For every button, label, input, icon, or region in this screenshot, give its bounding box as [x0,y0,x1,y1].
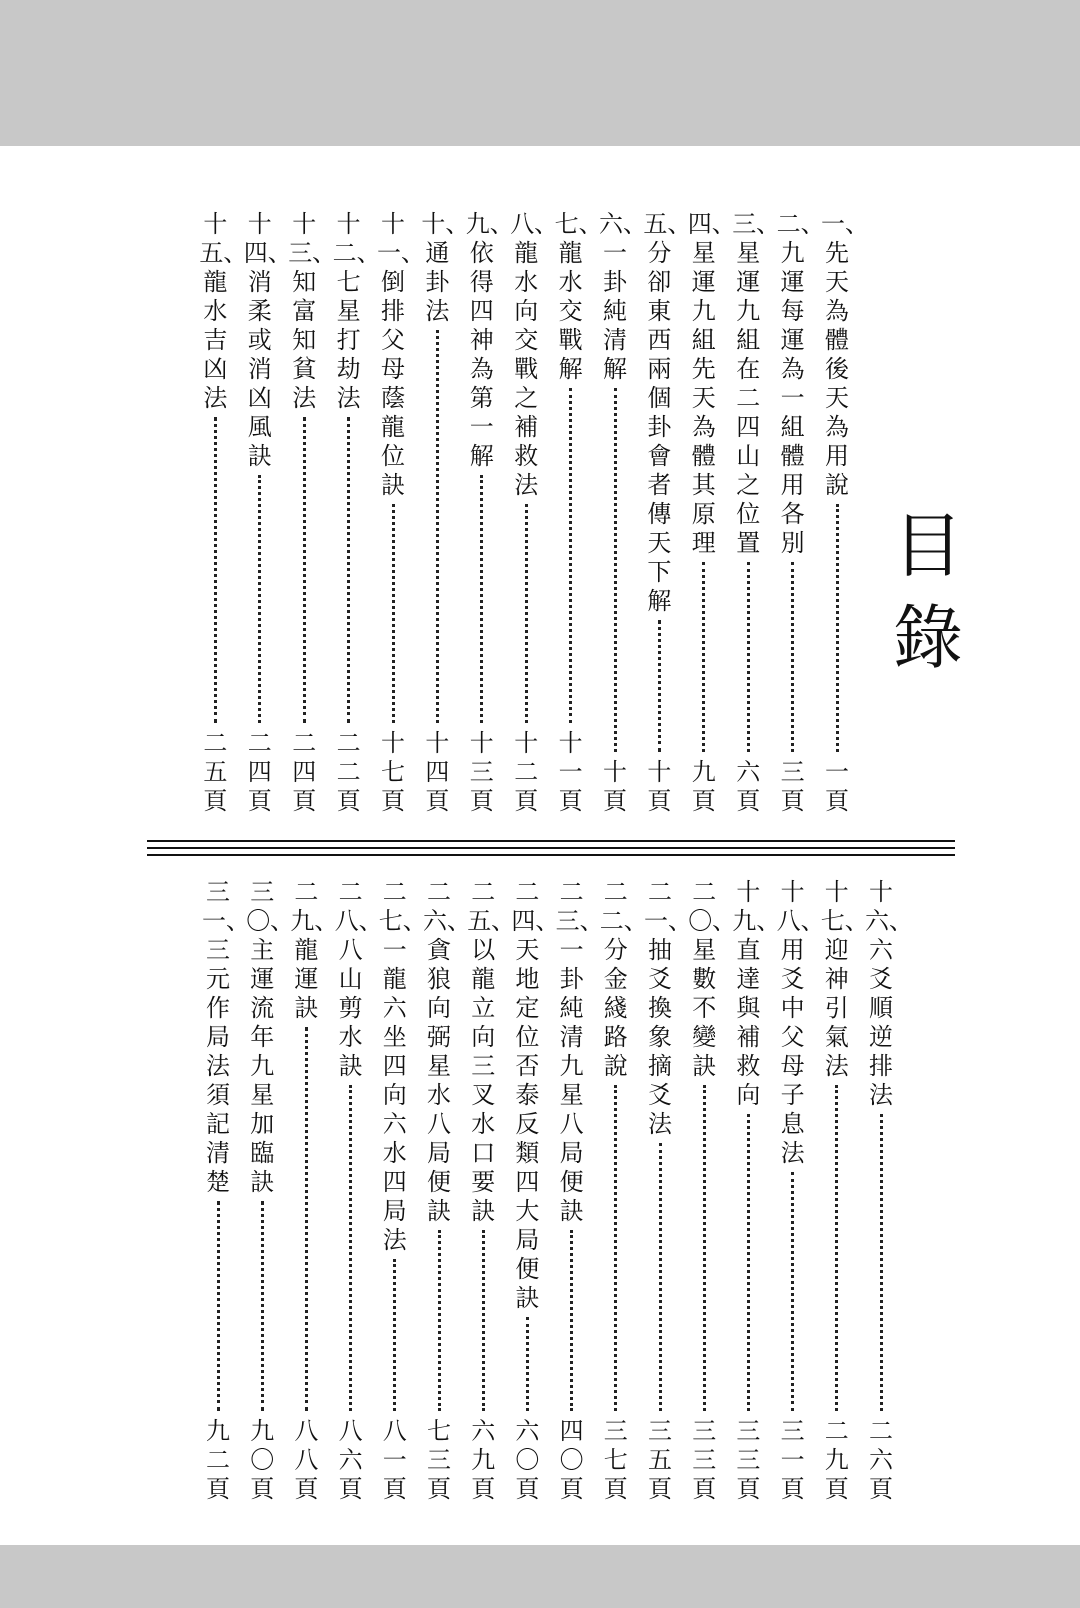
page-title-text: 目錄 [893,505,963,679]
toc-entry-page: 十頁 [647,758,672,815]
toc-entry [640,210,692,816]
toc-entry [862,878,913,1504]
toc-entry-title: 十二、七星打劫法 [332,210,381,412]
dot-leader [791,1172,794,1411]
toc-entry-title: 十、通卦法 [421,210,470,325]
toc-entry [196,210,248,816]
toc-entry-page: 十四頁 [425,729,450,815]
toc-entry-page: 八一頁 [382,1417,407,1503]
toc-entry-page: 二二頁 [336,729,361,815]
toc-entry-page: 十一頁 [558,729,583,815]
section-divider-line [147,847,955,849]
dot-leader [480,475,483,723]
toc-entry [729,210,781,816]
dot-leader [659,1143,662,1411]
dot-leader [436,330,439,723]
toc-entry-title: 十六、六爻順逆排法 [865,878,913,1109]
toc-entry-page: 一頁 [825,758,849,815]
toc-entry [285,210,337,816]
dot-leader [349,1085,352,1411]
page-title [893,500,983,684]
dot-leader [438,1230,441,1411]
toc-entry [596,210,647,816]
toc-entry-page: 八六頁 [338,1417,363,1503]
toc-entry-page: 七三頁 [427,1417,451,1503]
toc-entry [287,878,339,1504]
toc-entry [685,878,737,1504]
dot-leader [305,1027,308,1411]
toc-entry-page: 四〇頁 [559,1417,584,1503]
dot-leader [303,417,306,723]
dot-leader [880,1114,883,1411]
toc-entry-page: 二四頁 [247,729,272,815]
toc-entry-title: 三〇、主運流年九星加臨訣 [246,878,295,1196]
toc-entry [597,878,648,1504]
toc-entry-page: 九頁 [691,758,716,815]
toc-entry-page: 二四頁 [292,729,317,815]
toc-entry-title: 二一、抽爻換象摘爻法 [644,878,692,1138]
toc-entry-title: 六、一卦純清解 [599,210,647,383]
toc-entry-title: 八、龍水向交戰之補救法 [510,210,559,499]
toc-entry [418,210,470,816]
toc-entry-page: 九〇頁 [250,1417,275,1503]
toc-entry-page: 二六頁 [869,1417,893,1503]
toc-entry-title: 三一、三元作局法須記清楚 [202,878,250,1196]
toc-entry-title: 二六、貪狼向弼星水八局便訣 [423,878,471,1225]
dot-leader [835,1085,838,1411]
toc-entry-page: 三頁 [780,758,805,815]
toc-entry [199,878,250,1504]
toc-entry-page: 六頁 [736,758,761,815]
toc-entry [774,878,825,1504]
dot-leader [261,1201,264,1411]
toc-entry-title: 二五、以龍立向三叉水口要訣 [467,878,516,1225]
dot-leader [569,388,572,723]
toc-entry-title: 一、先天為體後天為用說 [821,210,869,499]
toc-entry [243,878,295,1504]
toc-entry [332,878,383,1504]
toc-entry-title: 二四、天地定位否泰反類四大局便訣 [511,878,560,1312]
toc-entry [374,210,425,816]
toc-entry-page: 三七頁 [603,1417,628,1503]
toc-entry-page: 二九頁 [824,1417,849,1503]
toc-entry [553,878,604,1504]
section-divider-line [147,840,955,842]
toc-entry [641,878,692,1504]
toc-entry-page: 九二頁 [206,1417,230,1503]
toc-entry-page: 三三頁 [736,1417,761,1503]
dot-leader [658,620,661,752]
toc-entry-title: 五、分卻東西兩個卦會者傳天下解 [643,210,692,615]
toc-entry [818,878,869,1504]
top-gray-band [0,0,1080,146]
dot-leader [747,562,750,752]
toc-entry-page: 二五頁 [203,729,228,815]
toc-entry-page: 十七頁 [381,729,405,815]
dot-leader [214,417,217,723]
toc-entry-title: 十七、迎神引氣法 [820,878,869,1080]
dot-leader [570,1230,573,1411]
bottom-gray-band [0,1545,1080,1608]
toc-entry [420,878,471,1504]
toc-entry [685,210,736,816]
toc-entry-page: 十三頁 [469,729,494,815]
toc-entry-page: 八八頁 [294,1417,319,1503]
toc-entry-title: 九、依得四神為第一解 [465,210,514,470]
dot-leader [614,388,617,752]
dot-leader [747,1114,750,1411]
toc-entry-title: 二二、分金綫路說 [599,878,648,1080]
toc-entry [463,210,514,816]
toc-entry-title: 三、星運九組在二四山之位置 [732,210,781,557]
toc-entry-title: 二八、八山剪水訣 [334,878,383,1080]
toc-entry-title: 二、九運每運為一組體用各別 [776,210,825,557]
toc-entry [552,210,603,816]
dot-leader [703,1085,706,1411]
dot-leader [217,1201,220,1411]
dot-leader [526,1317,529,1411]
toc-entry [241,210,292,816]
dot-leader [791,562,794,752]
toc-entry-title: 十九、直達與補救向 [732,878,781,1109]
toc-entry [774,210,825,816]
section-divider-line [147,854,955,856]
dot-leader [702,562,705,752]
toc-entry-title: 十三、知富知貧法 [288,210,337,412]
dot-leader [525,504,528,723]
toc-entry-title: 四、星運九組先天為體其原理 [687,210,736,557]
toc-entry-title: 二九、龍運訣 [290,878,339,1022]
toc-entry [464,878,516,1504]
toc-entry-title: 十四、消柔或消凶風訣 [243,210,292,470]
book-page [0,146,1080,1545]
toc-entry-page: 三三頁 [692,1417,717,1503]
toc-entry [330,210,381,816]
toc-entry-page: 六〇頁 [515,1417,540,1503]
dot-leader [482,1230,485,1411]
dot-leader [614,1085,617,1411]
toc-entry-title: 十八、用爻中父母子息法 [776,878,825,1167]
toc-entry-page: 十二頁 [514,729,539,815]
toc-entry-title: 七、龍水交戰解 [554,210,603,383]
dot-leader [392,504,395,723]
dot-leader [836,504,839,752]
dot-leader [258,475,261,723]
dot-leader [393,1259,396,1411]
toc-entry-title: 二三、一卦純清九星八局便訣 [555,878,604,1225]
toc-entry [508,878,560,1504]
toc-entry-page: 三五頁 [648,1417,672,1503]
toc-entry [376,878,427,1504]
toc-entry-title: 二〇、星數不變訣 [688,878,737,1080]
toc-entry-title: 十一、倒排父母蔭龍位訣 [377,210,425,499]
toc-entry-page: 三一頁 [780,1417,805,1503]
toc-entry [818,210,869,816]
dot-leader [347,417,350,723]
toc-entry [507,210,559,816]
toc-entry-page: 六九頁 [471,1417,496,1503]
toc-entry-title: 二七、一龍六坐四向六水四局法 [378,878,427,1254]
toc-entry [729,878,781,1504]
toc-entry-title: 十五、龍水吉凶法 [199,210,248,412]
toc-entry-page: 十頁 [603,758,627,815]
